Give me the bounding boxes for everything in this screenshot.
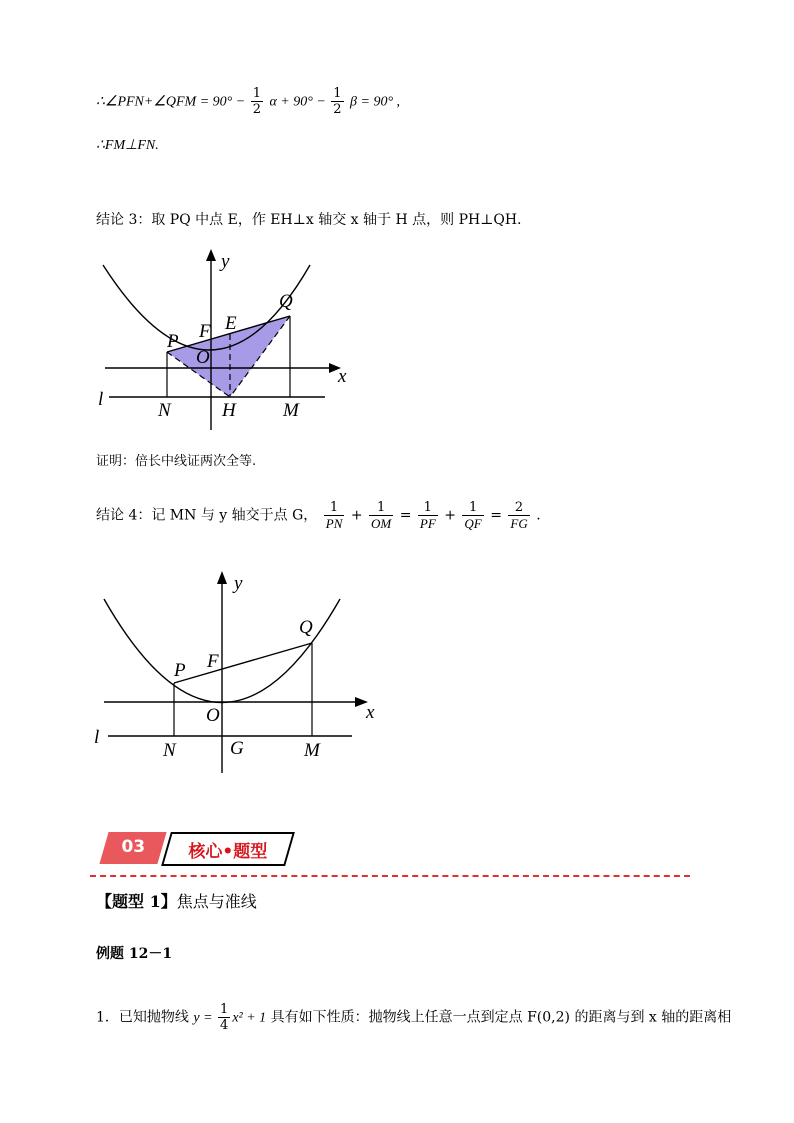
section-number: 03 [121, 837, 146, 857]
question-text-pre: 已知抛物线 [118, 1009, 194, 1026]
section-divider [90, 875, 690, 877]
frac-num: 1 [423, 500, 432, 515]
label-O: O [206, 705, 220, 726]
frac-num: 1 [329, 500, 339, 515]
frac-num: 1 [252, 86, 261, 101]
frac-den: 2 [252, 102, 261, 117]
figure-1-parabola [95, 245, 355, 435]
label-M: M [283, 400, 299, 421]
proof-text: 证明：倍长中线证两次全等. [96, 454, 257, 469]
type-heading-title: 焦点与准线 [176, 892, 257, 911]
label-x: x [338, 366, 347, 387]
formula-line [96, 86, 400, 117]
frac-den: PF [419, 516, 436, 531]
frac-2-over-FG [508, 500, 529, 531]
section-title-badge [161, 832, 295, 866]
frac-1-over-PF [418, 500, 438, 531]
eq-rhs: x² + 1 [232, 1010, 267, 1026]
conclusion-3: 结论 3：取 PQ 中点 E，作 EH⊥x 轴交 x 轴于 H 点，则 PH⊥QH. [96, 212, 522, 228]
label-l: l [98, 389, 104, 410]
conclusion-line: ∴FM⊥FN. [96, 138, 159, 153]
type-heading-label: 【题型 1】 [96, 892, 177, 911]
label-E: E [225, 313, 237, 334]
label-G: G [230, 738, 244, 759]
type-heading [96, 890, 257, 914]
frac-den: QF [464, 516, 482, 531]
frac-1-over-QF [462, 500, 483, 531]
figure-2-parabola [90, 563, 390, 778]
frac-num: 1 [333, 86, 342, 101]
label-F: F [199, 321, 211, 342]
y-axis-arrow [217, 571, 227, 584]
label-x: x [366, 702, 375, 723]
label-P: P [167, 331, 179, 352]
frac-den: OM [371, 516, 392, 531]
fraction-half-2 [331, 86, 343, 117]
label-Q: Q [299, 617, 313, 638]
frac-den: PN [325, 516, 343, 531]
frac-1-over-OM [369, 500, 393, 531]
frac-den: 4 [220, 1018, 229, 1033]
formula-mid: α + 90° − [269, 94, 330, 110]
formula-prefix: ∴∠PFN+∠QFM = 90° − [96, 94, 249, 110]
formula-suffix: β = 90° , [350, 94, 401, 110]
question-text-post: 具有如下性质：抛物线上任意一点到定点 F(0,2) 的距离与到 x 轴的距离相 [266, 1009, 732, 1026]
y-axis-arrow [206, 249, 216, 261]
frac-1-over-PN [324, 500, 345, 531]
eq-lhs: y = [193, 1010, 217, 1026]
example-label: 例题 12－1 [96, 946, 173, 962]
op-equals: = [490, 507, 502, 524]
period: . [536, 507, 541, 524]
frac-num: 1 [220, 1002, 229, 1017]
frac-num: 1 [468, 500, 478, 515]
label-l: l [94, 727, 100, 748]
conclusion-4 [96, 500, 541, 531]
label-y: y [234, 573, 243, 594]
label-O: O [196, 347, 210, 368]
op-plus: + [350, 507, 363, 524]
conclusion-4-prefix: 结论 4：记 MN 与 y 轴交于点 G， [96, 507, 318, 524]
fraction-half-1 [251, 86, 263, 117]
question-1 [96, 1002, 731, 1033]
frac-den: 2 [333, 102, 342, 117]
label-M: M [304, 740, 320, 761]
label-N: N [163, 740, 176, 761]
label-H: H [222, 400, 236, 421]
frac-num: 1 [376, 500, 386, 515]
label-y: y [221, 251, 230, 272]
frac-quarter [218, 1002, 230, 1033]
op-equals: = [399, 507, 412, 524]
op-plus: + [444, 507, 456, 524]
label-F: F [207, 651, 219, 672]
section-number-badge [99, 832, 166, 864]
section-title: 核心•题型 [188, 842, 268, 862]
question-number: 1． [96, 1009, 119, 1026]
frac-num: 2 [514, 500, 524, 515]
label-P: P [174, 660, 186, 681]
label-Q: Q [279, 291, 293, 312]
frac-den: FG [510, 516, 528, 531]
label-N: N [158, 400, 171, 421]
chord-PQ [174, 643, 312, 683]
